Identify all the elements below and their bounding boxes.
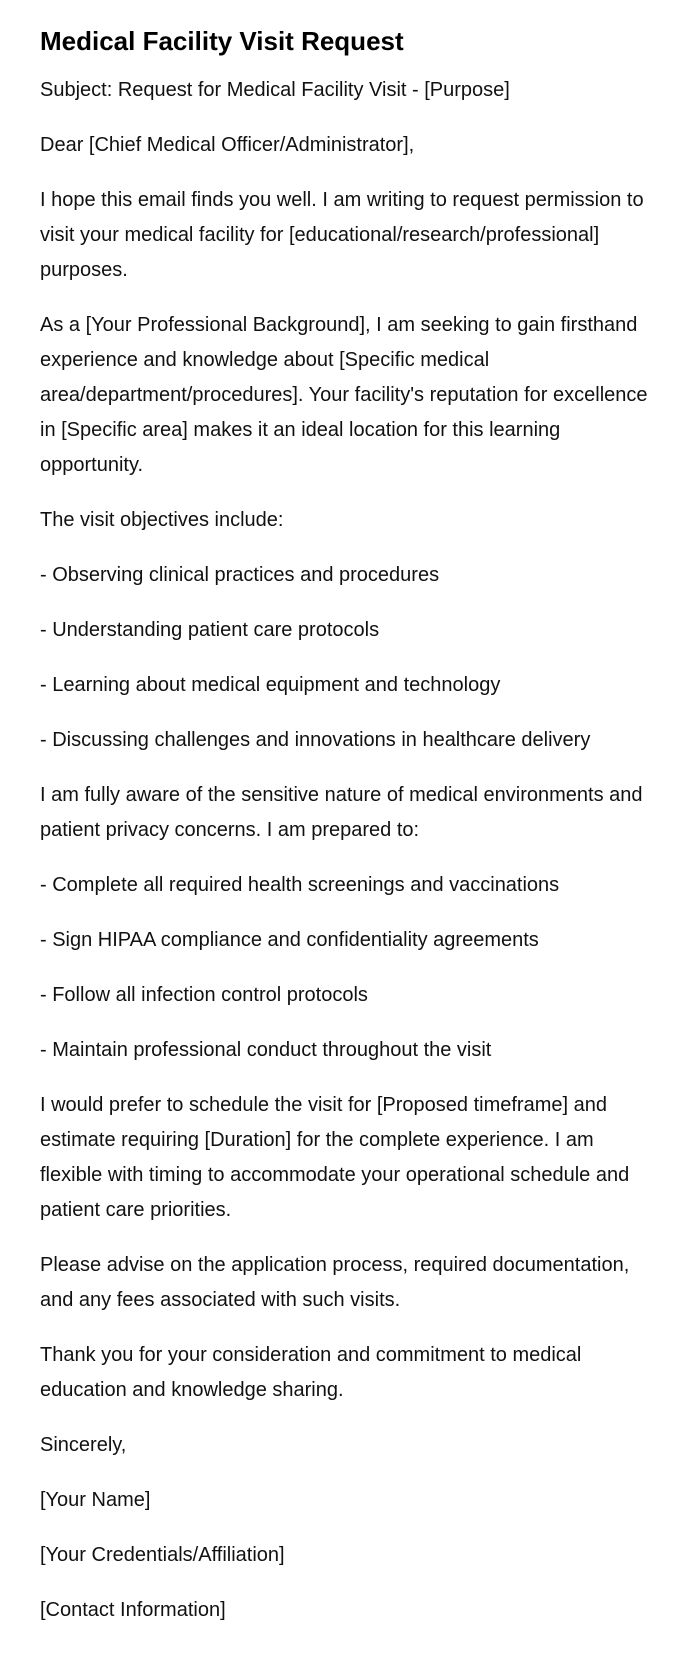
subject-line: Subject: Request for Medical Facility Visit - [Purpose] [40, 79, 510, 101]
commitment-item: - Follow all infection control protocols [40, 984, 368, 1006]
objective-item: - Observing clinical practices and procedures [40, 564, 440, 586]
request-paragraph: Please advise on the application process, required documentation, and any fees associated with such visits. [40, 1254, 630, 1311]
objective-item: - Discussing challenges and innovations in healthcare delivery [40, 729, 591, 751]
thanks-paragraph: Thank you for your consideration and commitment to medical education and knowledge sharing. [40, 1344, 582, 1401]
salutation: Dear [Chief Medical Officer/Administrator], [40, 134, 415, 156]
privacy-paragraph: I am fully aware of the sensitive nature of medical environments and patient privacy concerns. I am prepared to: [40, 784, 643, 841]
closing: Sincerely, [40, 1434, 127, 1456]
schedule-paragraph: I would prefer to schedule the visit for [Proposed timeframe] and estimate requiring [Duration] for the complete experience. I am flexible with timing to accommodate your operational schedule and patient care priorities. [40, 1094, 630, 1221]
commitment-item: - Maintain professional conduct throughout the visit [40, 1039, 492, 1061]
signature-credentials: [Your Credentials/Affiliation] [40, 1544, 285, 1566]
signature-contact: [Contact Information] [40, 1599, 226, 1621]
objectives-heading: The visit objectives include: [40, 509, 284, 531]
objective-item: - Understanding patient care protocols [40, 619, 380, 641]
commitment-item: - Complete all required health screenings and vaccinations [40, 874, 560, 896]
document-title: Medical Facility Visit Request [40, 26, 404, 56]
commitment-item: - Sign HIPAA compliance and confidentiality agreements [40, 929, 539, 951]
signature-name: [Your Name] [40, 1489, 151, 1511]
background-paragraph: As a [Your Professional Background], I am seeking to gain firsthand experience and knowledge about [Specific medical area/department/procedures]. Your facility's reputation for excellence in [Specific area] makes it an ideal location for this learning opportunity. [40, 314, 648, 476]
intro-paragraph: I hope this email finds you well. I am writing to request permission to visit your medical facility for [educational/research/professional] purposes. [40, 189, 644, 281]
objective-item: - Learning about medical equipment and technology [40, 674, 501, 696]
